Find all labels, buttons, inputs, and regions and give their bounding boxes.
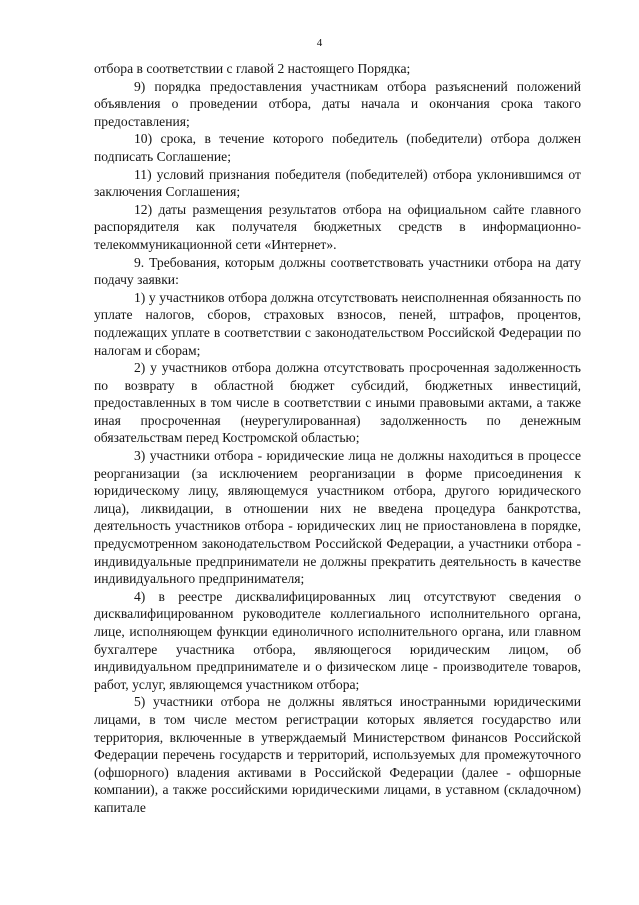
- page-number: 4: [316, 37, 323, 49]
- paragraph-item-11: 11) условий признания победителя (победителей) отбора уклонившимся от заключения Соглашения;: [94, 166, 581, 200]
- paragraph-requirement-2: 2) у участников отбора должна отсутствовать просроченная задолженность по возврату в областной бюджет субсидий, бюджетных инвестиций, предоставленных в том числе в соответствии с иными правовыми актами, а также иная просроченная (неурегулированная) задолженность по денежным обязательствам перед Костромской областью;: [94, 360, 581, 446]
- paragraph-requirement-5: 5) участники отбора не должны являться иностранными юридическими лицами, в том числе местом регистрации которых является государство или территория, включенные в утверждаемый Министерством финансов Российской Федерации перечень государств и территорий, используемых для промежуточного (офшорного) владения активами в Российской Федерации (далее - офшорные компании), а также российскими юридическими лицами, в уставном (складочном) капитале: [94, 694, 581, 815]
- paragraph-item-9: 9) порядка предоставления участникам отбора разъяснений положений объявления о проведении отбора, даты начала и окончания срока такого предоставления;: [94, 78, 581, 129]
- paragraph-item-10: 10) срока, в течение которого победитель (победители) отбора должен подписать Соглашение;: [94, 131, 581, 164]
- paragraph-requirement-3: 3) участники отбора - юридические лица не должны находиться в процессе реорганизации (за исключением реорганизации в форме присоединения к юридическому лицу, являющемуся участником отбора, другого юридического лица), ликвидации, в отношении них не введена процедура банкротства, деятельность участников отбора - юридических лиц не приостановлена в порядке, предусмотренном законодательством Российской Федерации, а участники отбора - индивидуальные предприниматели не должны прекратить деятельность в качестве индивидуального предпринимателя;: [94, 448, 581, 587]
- paragraph-section-9: 9. Требования, которым должны соответствовать участники отбора на дату подачу заявки:: [94, 254, 581, 288]
- paragraph-item-12: 12) даты размещения результатов отбора на официальном сайте главного распорядителя как получателя бюджетных средств в информационно-телекоммуникационной сети «Интернет».: [94, 201, 581, 252]
- paragraph-requirement-1: 1) у участников отбора должна отсутствовать неисполненная обязанность по уплате налогов, сборов, страховых взносов, пеней, штрафов, процентов, подлежащих уплате в соответствии с законодательством Российской Федерации по налогам и сборам;: [94, 289, 581, 358]
- body-text: [94, 60, 581, 817]
- paragraph-requirement-4: 4) в реестре дисквалифицированных лиц отсутствуют сведения о дисквалифицированном руководителе коллегиального исполнительного органа, лице, исполняющем функции единоличного исполнительного органа, или главном бухгалтере участника отбора, являющегося юридическим лицом, об индивидуальном предпринимателе и о физическом лице - производителе товаров, работ, услуг, являющемся участником отбора;: [94, 588, 581, 692]
- paragraph-continuation: отбора в соответствии с главой 2 настоящего Порядка;: [94, 61, 411, 76]
